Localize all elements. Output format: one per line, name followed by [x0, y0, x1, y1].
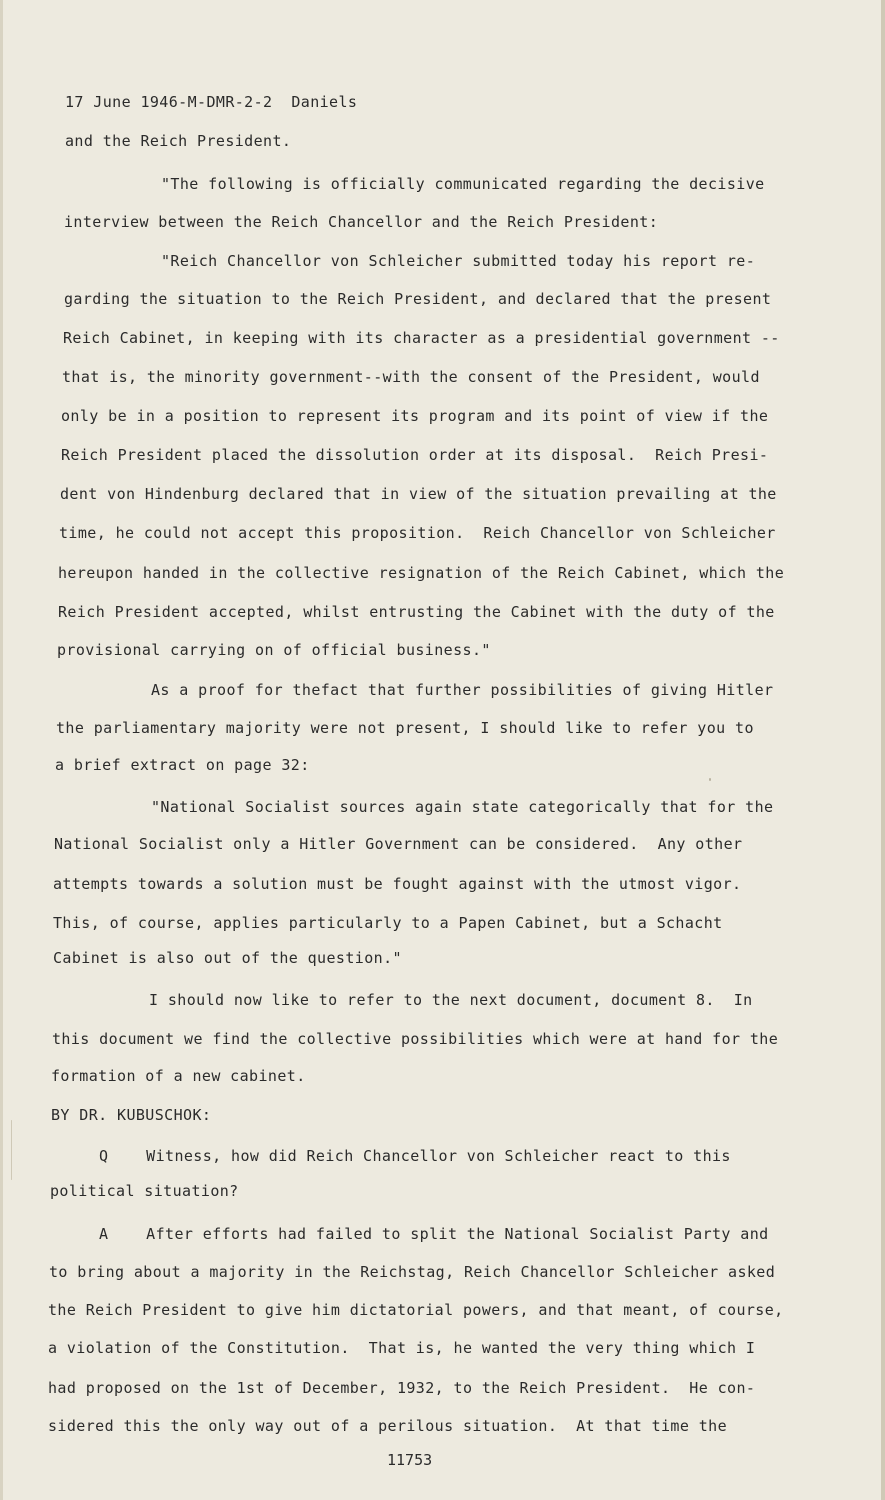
text-line: that is, the minority government--with the consent of the President, would — [62, 368, 760, 386]
text-line: "The following is officially communicated regarding the decisive — [161, 175, 765, 193]
text-line: National Socialist only a Hitler Government can be considered. Any other — [54, 835, 743, 853]
text-line: to bring about a majority in the Reichstag, Reich Chancellor Schleicher asked — [49, 1263, 776, 1281]
text-line: dent von Hindenburg declared that in view of the situation prevailing at the — [60, 485, 777, 503]
text-line: garding the situation to the Reich President, and declared that the present — [64, 290, 772, 308]
text-line: time, he could not accept this proposition. Reich Chancellor von Schleicher — [59, 524, 776, 542]
text-line: only be in a position to represent its program and its point of view if the — [61, 407, 769, 425]
text-line: I should now like to refer to the next document, document 8. In — [149, 991, 753, 1009]
text-line: this document we find the collective possibilities which were at hand for the — [52, 1030, 779, 1048]
text-line: and the Reich President. — [65, 132, 292, 150]
text-line: political situation? — [50, 1182, 239, 1200]
text-line: Reich President placed the dissolution order at its disposal. Reich Presi- — [61, 446, 769, 464]
text-line: Reich President accepted, whilst entrusting the Cabinet with the duty of the — [58, 603, 775, 621]
text-line: Reich Cabinet, in keeping with its character as a presidential government -- — [63, 329, 780, 347]
answer-line: A After efforts had failed to split the National Socialist Party and — [99, 1225, 769, 1243]
examiner-heading: BY DR. KUBUSCHOK: — [51, 1106, 212, 1124]
text-line: sidered this the only way out of a perilous situation. At that time the — [48, 1417, 728, 1435]
text-line: "National Socialist sources again state categorically that for the — [151, 798, 774, 816]
text-line: provisional carrying on of official business." — [57, 641, 491, 659]
page-header: 17 June 1946-M-DMR-2-2 Daniels — [65, 93, 358, 111]
text-line: formation of a new cabinet. — [51, 1067, 306, 1085]
text-line: As a proof for thefact that further possibilities of giving Hitler — [151, 681, 774, 699]
text-line: interview between the Reich Chancellor and the Reich President: — [64, 213, 659, 231]
text-line: hereupon handed in the collective resignation of the Reich Cabinet, which the — [58, 564, 785, 582]
text-line: attempts towards a solution must be fought against with the utmost vigor. — [53, 875, 742, 893]
text-line: had proposed on the 1st of December, 1932, to the Reich President. He con- — [48, 1379, 756, 1397]
question-line: Q Witness, how did Reich Chancellor von Schleicher react to this — [99, 1147, 731, 1165]
text-line: Cabinet is also out of the question." — [53, 949, 402, 967]
text-line: "Reich Chancellor von Schleicher submitted today his report re- — [161, 252, 756, 270]
text-line: a brief extract on page 32: — [55, 756, 310, 774]
text-line: This, of course, applies particularly to a Papen Cabinet, but a Schacht — [53, 914, 723, 932]
text-line: the Reich President to give him dictatorial powers, and that meant, of course, — [48, 1301, 784, 1319]
paper-speck — [11, 1120, 12, 1180]
paper-speck — [709, 778, 711, 781]
text-line: a violation of the Constitution. That is, he wanted the very thing which I — [48, 1339, 756, 1357]
page-number: 11753 — [387, 1451, 433, 1469]
text-line: the parliamentary majority were not present, I should like to refer you to — [56, 719, 754, 737]
